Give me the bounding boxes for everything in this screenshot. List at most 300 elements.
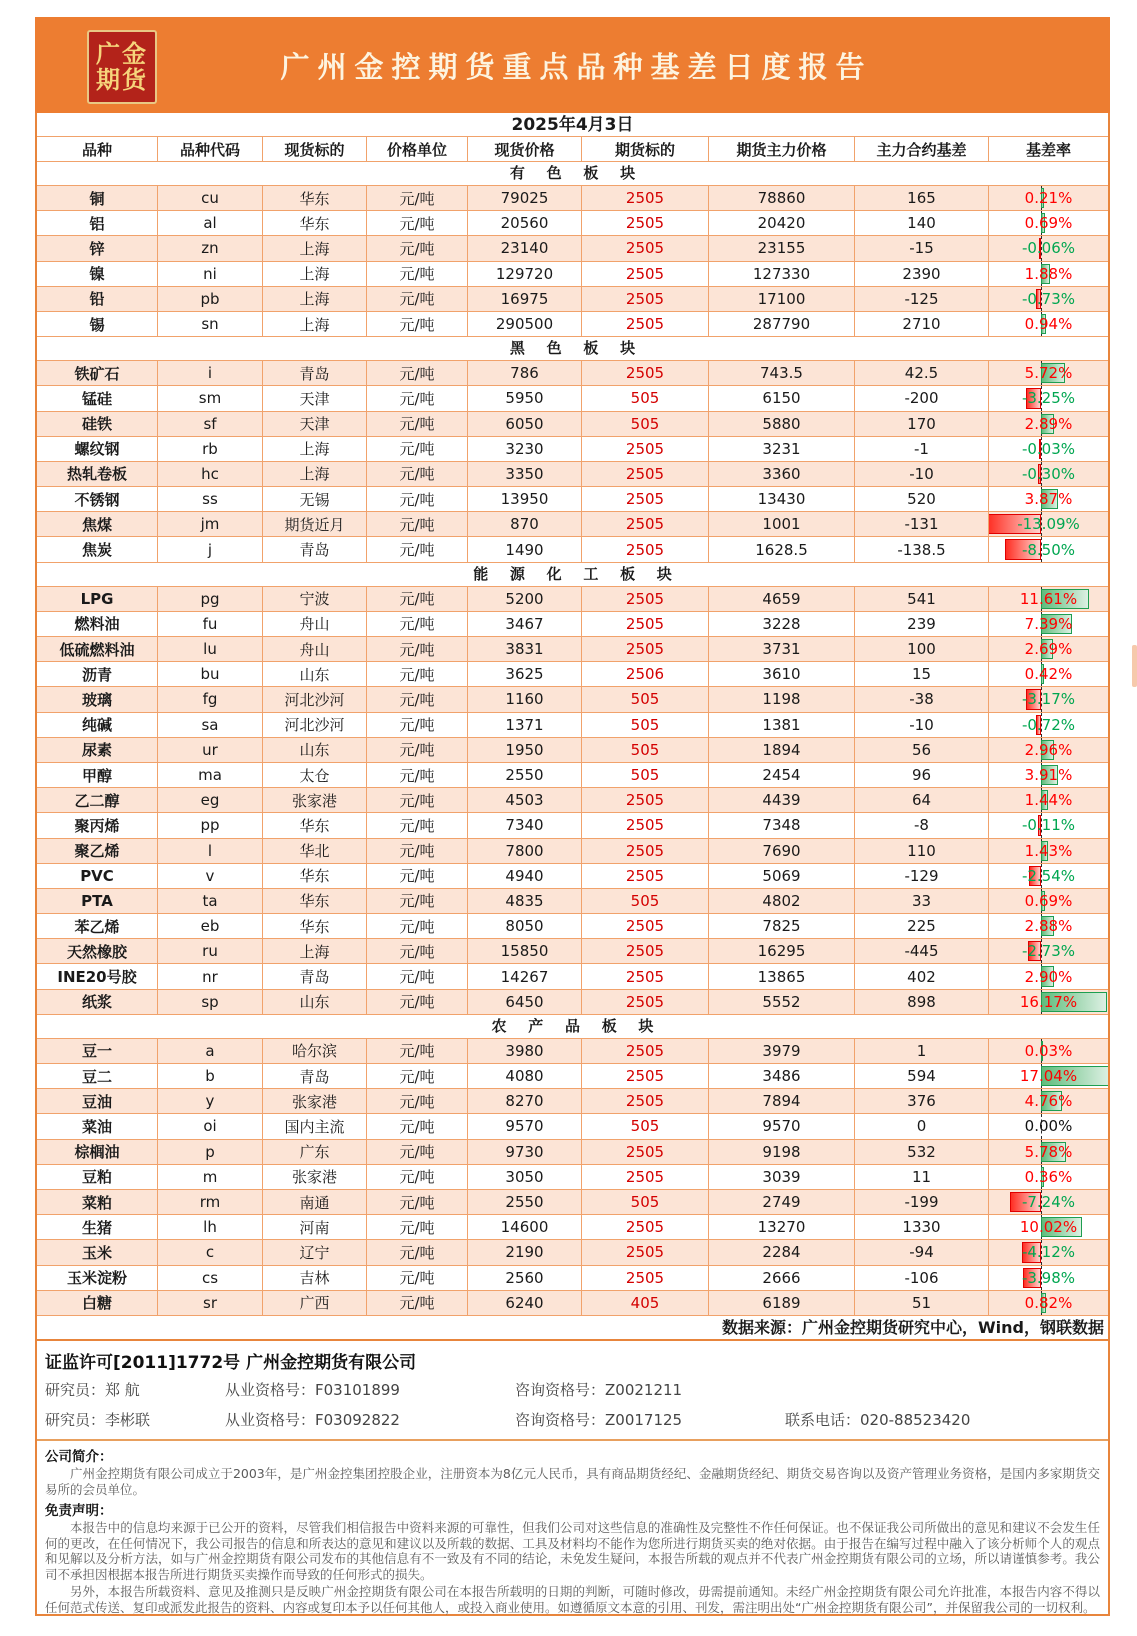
spot-target: 华东 [263,889,367,914]
main-contract-basis: 64 [855,788,989,813]
spot-target: 无锡 [263,487,367,512]
main-contract-basis: 140 [855,211,989,236]
table-row [37,1190,1108,1215]
basis-rate-value: -3.98% [1021,1268,1076,1287]
main-contract-basis: -129 [855,864,989,889]
futures-target: 2505 [582,914,709,939]
price-unit: 元/吨 [367,964,468,989]
variety-code: oi [158,1114,263,1139]
price-unit: 元/吨 [367,512,468,537]
basis-rate-cell [989,839,1108,864]
futures-main-price: 1628.5 [709,537,855,562]
price-unit: 元/吨 [367,437,468,462]
price-unit: 元/吨 [367,914,468,939]
table-row [37,813,1108,838]
futures-main-price: 20420 [709,211,855,236]
column-header-2: 现货标的 [263,137,367,162]
disclaimer-paragraph-2: 另外，本报告所载资料、意见及推测只是反映广州金控期货有限公司在本报告所载明的日期的判断，可随时修改，毋需提前通知。未经广州金控期货有限公司允许批准，本报告内容不得以任何范式传送、复印或派发此报告的资料、内容或复印本予以任何其他人，或投入商业使用。如遵循原文本意的引用、刊发，需注明出处“广州金控期货有限公司”，并保留我公司的一切权利。 [45,1584,1100,1615]
column-header-6: 期货主力价格 [709,137,855,162]
spot-target: 期货近月 [263,512,367,537]
variety-code: lh [158,1215,263,1240]
basis-rate-cell [989,587,1108,612]
futures-main-price: 3486 [709,1064,855,1089]
futures-target: 505 [582,386,709,411]
main-contract-basis: 225 [855,914,989,939]
variety-code: al [158,211,263,236]
spot-price: 13950 [468,487,582,512]
main-contract-basis: 239 [855,612,989,637]
basis-rate-value: 0.82% [1024,1293,1073,1312]
spot-target: 青岛 [263,964,367,989]
futures-main-price: 2749 [709,1190,855,1215]
table-row [37,537,1108,562]
price-unit: 元/吨 [367,687,468,712]
table-row [37,889,1108,914]
spot-price: 2550 [468,1190,582,1215]
basis-rate-value: 2.96% [1024,740,1073,759]
variety-code: ss [158,487,263,512]
spot-price: 5950 [468,386,582,411]
price-unit: 元/吨 [367,788,468,813]
variety-name: INE20号胶 [37,964,158,989]
futures-main-price: 2454 [709,763,855,788]
futures-target: 2505 [582,990,709,1015]
basis-rate-value: 7.39% [1024,614,1073,633]
variety-code: zn [158,236,263,261]
variety-name: 铁矿石 [37,361,158,386]
spot-target: 舟山 [263,637,367,662]
spot-price: 786 [468,361,582,386]
futures-main-price: 6189 [709,1291,855,1316]
spot-price: 14267 [468,964,582,989]
variety-name: 镍 [37,262,158,287]
basis-rate-cell [989,1140,1108,1165]
main-contract-basis: -10 [855,713,989,738]
variety-code: sa [158,713,263,738]
table-row [37,262,1108,287]
main-contract-basis: 594 [855,1064,989,1089]
basis-rate-cell [989,939,1108,964]
variety-code: sr [158,1291,263,1316]
spot-target: 张家港 [263,1165,367,1190]
futures-target: 505 [582,763,709,788]
table-row [37,587,1108,612]
basis-rate-cell [989,312,1108,337]
futures-target: 2505 [582,1266,709,1291]
futures-main-price: 23155 [709,236,855,261]
basis-rate-cell [989,412,1108,437]
variety-name: 苯乙烯 [37,914,158,939]
company-logo-icon [87,30,157,104]
futures-target: 2505 [582,537,709,562]
futures-target: 2505 [582,262,709,287]
futures-main-price: 13270 [709,1215,855,1240]
spot-price: 3980 [468,1039,582,1064]
variety-code: pb [158,287,263,312]
main-contract-basis: -38 [855,687,989,712]
futures-target: 505 [582,1190,709,1215]
variety-name: 锡 [37,312,158,337]
column-header-5: 期货标的 [582,137,709,162]
futures-main-price: 7825 [709,914,855,939]
futures-main-price: 3360 [709,462,855,487]
footer-divider [37,1439,1108,1441]
variety-code: pg [158,587,263,612]
variety-name: 聚乙烯 [37,839,158,864]
basis-rate-value: 4.76% [1024,1092,1073,1111]
spot-target: 河北沙河 [263,687,367,712]
main-contract-basis: -8 [855,813,989,838]
basis-rate-cell [989,487,1108,512]
spot-price: 4835 [468,889,582,914]
table-row [37,788,1108,813]
spot-price: 2190 [468,1240,582,1265]
variety-code: nr [158,964,263,989]
main-contract-basis: -445 [855,939,989,964]
variety-name: 豆一 [37,1039,158,1064]
futures-target: 2505 [582,964,709,989]
spot-target: 河南 [263,1215,367,1240]
table-row [37,662,1108,687]
price-unit: 元/吨 [367,236,468,261]
spot-target: 天津 [263,412,367,437]
basis-rate-value: 3.91% [1024,766,1073,785]
variety-code: cu [158,186,263,211]
spot-price: 8270 [468,1089,582,1114]
futures-main-price: 9198 [709,1140,855,1165]
variety-name: 锰硅 [37,386,158,411]
futures-main-price: 6150 [709,386,855,411]
basis-rate-value: 5.72% [1024,364,1073,383]
table-row [37,1039,1108,1064]
basis-rate-value: 5.78% [1024,1142,1073,1161]
price-unit: 元/吨 [367,990,468,1015]
basis-rate-cell [989,287,1108,312]
futures-target: 505 [582,738,709,763]
researcher-line [45,1379,1100,1400]
column-header-0: 品种 [37,137,158,162]
spot-price: 3625 [468,662,582,687]
table-row [37,1215,1108,1240]
futures-main-price: 4802 [709,889,855,914]
variety-code: fg [158,687,263,712]
variety-code: p [158,1140,263,1165]
spot-target: 上海 [263,437,367,462]
futures-main-price: 4659 [709,587,855,612]
column-header-8: 基差率 [989,137,1108,162]
main-contract-basis: -131 [855,512,989,537]
variety-name: 纸浆 [37,990,158,1015]
logo-line-2: 期货 [96,66,148,94]
futures-target: 2505 [582,186,709,211]
futures-main-price: 16295 [709,939,855,964]
basis-rate-cell [989,738,1108,763]
basis-rate-value: 0.00% [1024,1117,1073,1136]
spot-target: 舟山 [263,612,367,637]
basis-rate-value: -0.72% [1021,715,1076,734]
futures-main-price: 7690 [709,839,855,864]
futures-target: 2505 [582,637,709,662]
basis-rate-cell [989,662,1108,687]
futures-target: 505 [582,412,709,437]
basis-rate-value: 2.89% [1024,414,1073,433]
spot-price: 9730 [468,1140,582,1165]
price-unit: 元/吨 [367,864,468,889]
table-row [37,361,1108,386]
variety-code: a [158,1039,263,1064]
futures-main-price: 13430 [709,487,855,512]
main-contract-basis: 1330 [855,1215,989,1240]
variety-code: lu [158,637,263,662]
basis-rate-value: 0.36% [1024,1167,1073,1186]
variety-code: j [158,537,263,562]
spot-target: 上海 [263,312,367,337]
spot-price: 2550 [468,763,582,788]
researcher-reg-no: 从业资格号：F03101899 [225,1381,400,1399]
spot-target: 上海 [263,236,367,261]
main-contract-basis: -138.5 [855,537,989,562]
futures-target: 505 [582,889,709,914]
spot-price: 9570 [468,1114,582,1139]
table-row [37,287,1108,312]
researcher-name: 研究员：李彬联 [45,1411,151,1429]
main-contract-basis: -200 [855,386,989,411]
price-unit: 元/吨 [367,412,468,437]
price-unit: 元/吨 [367,839,468,864]
table-row [37,964,1108,989]
futures-main-price: 3979 [709,1039,855,1064]
column-header-3: 价格单位 [367,137,468,162]
basis-rate-cell [989,964,1108,989]
disclaimer-paragraph-1: 本报告中的信息均来源于已公开的资料，尽管我们相信报告中资料来源的可靠性，但我们公司对这些信息的准确性及完整性不作任何保证。也不保证我公司所做出的意见和建议不会发生任何的更改，在任何情况下，我公司报告的信息和所表达的意见和建议以及所载的数据、工具及材料均不能作为您所进行期货买卖的绝对依据。由于报告在编写过程中融入了该分析师个人的观点和见解以及分析方法，如与广州金控期货有限公司发布的其他信息有不一致及有不同的结论，未免发生疑问，本报告所载的观点并不代表广州金控期货有限公司的立场，所以请谨慎参考。我公司不承担因根据本报告所进行期货买卖操作而导致的任何形式的损失。 [45,1520,1100,1582]
variety-name: 玉米淀粉 [37,1266,158,1291]
futures-main-price: 3228 [709,612,855,637]
researcher-reg-no: 从业资格号：F03092822 [225,1411,400,1429]
price-unit: 元/吨 [367,1064,468,1089]
table-row [37,1064,1108,1089]
price-unit: 元/吨 [367,1165,468,1190]
spot-target: 上海 [263,287,367,312]
futures-main-price: 13865 [709,964,855,989]
futures-target: 505 [582,713,709,738]
spot-target: 上海 [263,262,367,287]
price-unit: 元/吨 [367,462,468,487]
spot-target: 天津 [263,386,367,411]
spot-target: 华北 [263,839,367,864]
basis-rate-cell [989,262,1108,287]
basis-rate-cell [989,788,1108,813]
basis-rate-value: 1.44% [1024,791,1073,810]
main-contract-basis: -125 [855,287,989,312]
spot-price: 1160 [468,687,582,712]
basis-rate-value: 0.21% [1024,189,1073,208]
basis-rate-cell [989,612,1108,637]
variety-code: sp [158,990,263,1015]
table-row [37,186,1108,211]
spot-price: 3831 [468,637,582,662]
basis-rate-value: -0.73% [1021,289,1076,308]
basis-rate-cell [989,687,1108,712]
futures-target: 2505 [582,939,709,964]
spot-price: 870 [468,512,582,537]
spot-target: 张家港 [263,788,367,813]
section-header: 农 产 品 板 块 [37,1015,1108,1039]
variety-name: 沥青 [37,662,158,687]
table-row [37,236,1108,261]
basis-rate-value: -3.17% [1021,690,1076,709]
spot-price: 290500 [468,312,582,337]
spot-price: 23140 [468,236,582,261]
futures-target: 2505 [582,437,709,462]
table-row [37,211,1108,236]
main-contract-basis: 170 [855,412,989,437]
spot-price: 20560 [468,211,582,236]
table-header-row [37,137,1108,162]
main-contract-basis: 51 [855,1291,989,1316]
table-row [37,1114,1108,1139]
basis-rate-cell [989,361,1108,386]
table-row [37,687,1108,712]
price-unit: 元/吨 [367,612,468,637]
variety-name: 螺纹钢 [37,437,158,462]
futures-main-price: 5880 [709,412,855,437]
spot-target: 青岛 [263,537,367,562]
basis-rate-cell [989,236,1108,261]
spot-target: 辽宁 [263,1240,367,1265]
variety-code: ma [158,763,263,788]
price-unit: 元/吨 [367,713,468,738]
spot-price: 1950 [468,738,582,763]
basis-rate-cell [989,889,1108,914]
spot-target: 山东 [263,738,367,763]
basis-rate-value: -2.54% [1021,866,1076,885]
footer-block [35,1339,1110,1616]
futures-main-price: 743.5 [709,361,855,386]
basis-rate-value: -7.24% [1021,1193,1076,1212]
spot-price: 3467 [468,612,582,637]
price-unit: 元/吨 [367,1140,468,1165]
main-contract-basis: 56 [855,738,989,763]
futures-main-price: 1001 [709,512,855,537]
table-row [37,437,1108,462]
variety-name: 锌 [37,236,158,261]
futures-main-price: 1198 [709,687,855,712]
basis-rate-cell [989,1215,1108,1240]
table-row [37,487,1108,512]
variety-name: 棕榈油 [37,1140,158,1165]
variety-name: 铝 [37,211,158,236]
price-unit: 元/吨 [367,186,468,211]
report-date: 2025年4月3日 [37,113,1108,137]
table-row [37,612,1108,637]
data-source-note: 数据来源：广州金控期货研究中心，Wind，钢联数据 [722,1317,1104,1337]
futures-main-price: 2666 [709,1266,855,1291]
variety-code: fu [158,612,263,637]
price-unit: 元/吨 [367,637,468,662]
basis-rate-cell [989,1266,1108,1291]
main-contract-basis: 2710 [855,312,989,337]
futures-main-price: 1894 [709,738,855,763]
basis-rate-value: -0.30% [1021,464,1076,483]
spot-price: 6240 [468,1291,582,1316]
table-row [37,1140,1108,1165]
futures-main-price: 127330 [709,262,855,287]
main-contract-basis: 100 [855,637,989,662]
basis-rate-value: -2.73% [1021,942,1076,961]
price-unit: 元/吨 [367,939,468,964]
variety-name: 硅铁 [37,412,158,437]
variety-code: sm [158,386,263,411]
table-row [37,939,1108,964]
futures-main-price: 17100 [709,287,855,312]
spot-target: 哈尔滨 [263,1039,367,1064]
price-unit: 元/吨 [367,763,468,788]
basis-table [35,113,1110,1342]
variety-name: 天然橡胶 [37,939,158,964]
variety-code: l [158,839,263,864]
column-header-7: 主力合约基差 [855,137,989,162]
table-row [37,512,1108,537]
variety-name: 燃料油 [37,612,158,637]
basis-rate-value: -3.25% [1021,389,1076,408]
futures-target: 2505 [582,512,709,537]
basis-rate-cell [989,512,1108,537]
price-unit: 元/吨 [367,361,468,386]
scrollbar-thumb[interactable] [1132,645,1137,687]
researcher-adv-no: 咨询资格号：Z0017125 [515,1411,683,1429]
futures-target: 2505 [582,788,709,813]
price-unit: 元/吨 [367,662,468,687]
basis-rate-value: 16.17% [1019,992,1078,1011]
main-contract-basis: 541 [855,587,989,612]
price-unit: 元/吨 [367,889,468,914]
futures-target: 2505 [582,1039,709,1064]
basis-rate-value: 11.61% [1019,589,1078,608]
main-contract-basis: 402 [855,964,989,989]
spot-price: 1490 [468,537,582,562]
spot-target: 华东 [263,211,367,236]
futures-target: 2505 [582,361,709,386]
header-band [35,17,1110,113]
main-contract-basis: 532 [855,1140,989,1165]
price-unit: 元/吨 [367,287,468,312]
main-contract-basis: 898 [855,990,989,1015]
futures-target: 2505 [582,236,709,261]
price-unit: 元/吨 [367,587,468,612]
spot-price: 6050 [468,412,582,437]
price-unit: 元/吨 [367,262,468,287]
spot-price: 3230 [468,437,582,462]
variety-code: rm [158,1190,263,1215]
basis-rate-value: -4.12% [1021,1243,1076,1262]
variety-name: 玉米 [37,1240,158,1265]
futures-target: 2506 [582,662,709,687]
researcher-phone: 联系电话：020-88523420 [785,1411,971,1429]
futures-target: 505 [582,687,709,712]
futures-main-price: 7894 [709,1089,855,1114]
main-contract-basis: -199 [855,1190,989,1215]
basis-rate-cell [989,763,1108,788]
futures-target: 2505 [582,864,709,889]
spot-price: 4503 [468,788,582,813]
basis-rate-value: -13.09% [1017,515,1080,534]
variety-name: 热轧卷板 [37,462,158,487]
spot-price: 2560 [468,1266,582,1291]
variety-name: 焦煤 [37,512,158,537]
futures-target: 2505 [582,839,709,864]
table-row [37,1165,1108,1190]
table-row [37,312,1108,337]
